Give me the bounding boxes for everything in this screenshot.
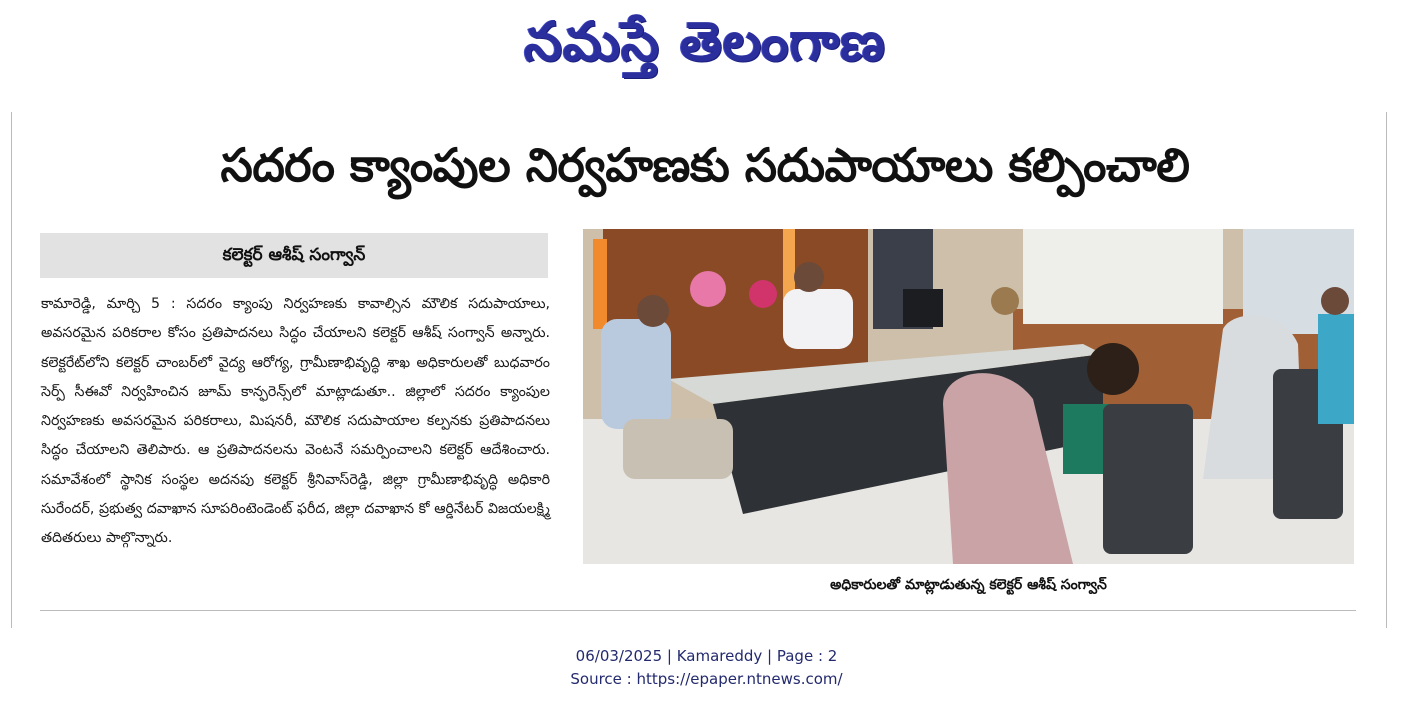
photo-flowers-2	[749, 280, 777, 308]
masthead	[0, 0, 1413, 100]
photo-person-right-head	[1321, 287, 1349, 315]
photo-flowers	[690, 271, 726, 307]
article-headline: సదరం క్యాంపుల నిర్వహణకు సదుపాయాలు కల్పించాలి	[220, 138, 1190, 192]
footer-source: Source : https://epaper.ntnews.com/	[570, 670, 843, 688]
photo-globe	[991, 287, 1019, 315]
article-body: కామారెడ్డి, మార్చి 5 : సదరం క్యాంపు నిర్వహణకు కావాల్సిన మౌలిక సదుపాయాలు, అవసరమైన పరికరాల కోసం ప్రతిపాదనలు సిద్ధం చేయాలని కలెక్టర్ ఆశీష్ సంగ్వాన్ అన్నారు. కలెక్టరేట్‌లోని కలెక్టర్ చాంబర్‌లో వైద్య ఆరోగ్య, గ్రామీణాభివృద్ధి శాఖ అధికారులతో బుధవారం సెర్ప్ సీఈవో నిర్వహించిన జూమ్ కాన్ఫరెన్స్‌లో మాట్లాడుతూ.. జిల్లాలో సదరం క్యాంపుల నిర్వహణకు అవసరమైన పరికరాలు, మిషనరీ, మౌలిక సదుపాయాల కల్పనకు ప్రతిపాదనలు సిద్ధం చేయాలని తెలిపారు. ఆ ప్రతిపాదనలను వెంటనే సమర్పించాలని కలెక్టర్ ఆదేశించారు. సమావేశంలో స్థానిక సంస్థల అదనపు కలెక్టర్ శ్రీనివాస్‌రెడ్డి, జిల్లా గ్రామీణాభివృద్ధి అధికారి సురేందర్, ప్రభుత్వ దవాఖాన సూపరింటెండెంట్ ఫరీద, జిల్లా దవాఖాన కో ఆర్డినేటర్ విజయలక్ష్మి తదితరులు పాల్గొన్నారు.	[41, 296, 550, 547]
byline-box	[40, 233, 548, 278]
news-photo	[583, 229, 1354, 564]
photo-caption: అధికారులతో మాట్లాడుతున్న కలెక్టర్ ఆశీష్ సంగ్వాన్	[830, 577, 1107, 593]
photo-window	[1023, 229, 1223, 324]
bottom-rule	[40, 610, 1356, 611]
footer-info: 06/03/2025 | Kamareddy | Page : 2	[575, 647, 838, 665]
photo-monitor	[903, 289, 943, 327]
photo-person-left-legs	[623, 419, 733, 479]
photo-person-collector-head	[794, 262, 824, 292]
meeting-room-photo	[583, 229, 1354, 564]
photo-flag	[593, 239, 607, 329]
newspaper-logo: నమస్తే తెలంగాణ	[524, 10, 886, 73]
photo-chair	[1103, 404, 1193, 554]
photo-person-collector	[783, 289, 853, 349]
photo-person-left-head	[637, 295, 669, 327]
photo-person-right	[1318, 314, 1354, 424]
byline: కలెక్టర్ ఆశీష్ సంగ్వాన్	[222, 245, 366, 265]
photo-person-woman-head	[1087, 343, 1139, 395]
photo-person-left	[601, 319, 671, 429]
